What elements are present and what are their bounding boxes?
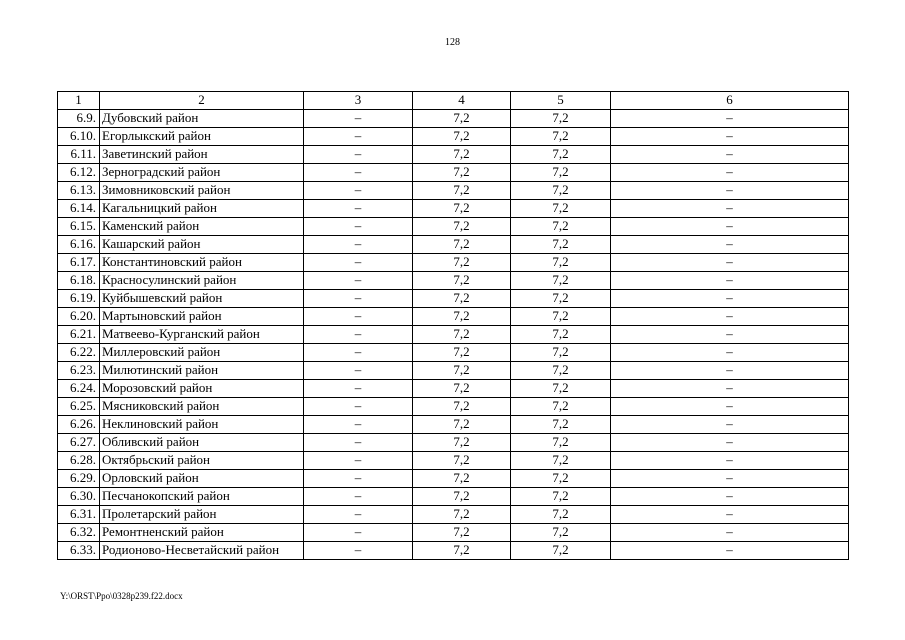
col5-cell: 7,2 bbox=[511, 146, 611, 164]
col3-cell: – bbox=[304, 488, 413, 506]
col3-cell: – bbox=[304, 182, 413, 200]
district-name-cell: Родионово-Несветайский район bbox=[100, 542, 304, 560]
row-number-cell: 6.26. bbox=[58, 416, 100, 434]
table-row bbox=[58, 326, 849, 344]
row-number-cell: 6.25. bbox=[58, 398, 100, 416]
col5-cell: 7,2 bbox=[511, 452, 611, 470]
col3-cell: – bbox=[304, 110, 413, 128]
col5-cell: 7,2 bbox=[511, 380, 611, 398]
col6-cell: – bbox=[611, 380, 849, 398]
col5-cell: 7,2 bbox=[511, 290, 611, 308]
row-number-cell: 6.19. bbox=[58, 290, 100, 308]
table-row bbox=[58, 272, 849, 290]
district-name-cell: Заветинский район bbox=[100, 146, 304, 164]
table-row bbox=[58, 308, 849, 326]
row-number-cell: 6.9. bbox=[58, 110, 100, 128]
row-number-cell: 6.32. bbox=[58, 524, 100, 542]
district-name-cell: Морозовский район bbox=[100, 380, 304, 398]
col5-cell: 7,2 bbox=[511, 542, 611, 560]
col6-cell: – bbox=[611, 416, 849, 434]
col5-cell: 7,2 bbox=[511, 488, 611, 506]
col4-cell: 7,2 bbox=[413, 308, 511, 326]
table-row bbox=[58, 488, 849, 506]
col4-cell: 7,2 bbox=[413, 506, 511, 524]
col5-cell: 7,2 bbox=[511, 200, 611, 218]
col3-cell: – bbox=[304, 434, 413, 452]
col6-cell: – bbox=[611, 254, 849, 272]
table-row bbox=[58, 290, 849, 308]
col4-cell: 7,2 bbox=[413, 128, 511, 146]
col3-cell: – bbox=[304, 524, 413, 542]
district-name-cell: Мясниковский район bbox=[100, 398, 304, 416]
col3-cell: – bbox=[304, 128, 413, 146]
row-number-cell: 6.15. bbox=[58, 218, 100, 236]
col6-cell: – bbox=[611, 506, 849, 524]
col3-cell: – bbox=[304, 416, 413, 434]
row-number-cell: 6.18. bbox=[58, 272, 100, 290]
col4-cell: 7,2 bbox=[413, 146, 511, 164]
district-name-cell: Егорлыкский район bbox=[100, 128, 304, 146]
table-row bbox=[58, 200, 849, 218]
col6-cell: – bbox=[611, 452, 849, 470]
col4-cell: 7,2 bbox=[413, 416, 511, 434]
district-name-cell: Красносулинский район bbox=[100, 272, 304, 290]
table-row bbox=[58, 128, 849, 146]
col5-cell: 7,2 bbox=[511, 110, 611, 128]
col4-cell: 7,2 bbox=[413, 164, 511, 182]
row-number-cell: 6.22. bbox=[58, 344, 100, 362]
col6-cell: – bbox=[611, 182, 849, 200]
district-name-cell: Дубовский район bbox=[100, 110, 304, 128]
table-row bbox=[58, 524, 849, 542]
col3-cell: – bbox=[304, 470, 413, 488]
col3-cell: – bbox=[304, 308, 413, 326]
district-name-cell: Мартыновский район bbox=[100, 308, 304, 326]
col6-cell: – bbox=[611, 326, 849, 344]
col6-cell: – bbox=[611, 524, 849, 542]
col4-cell: 7,2 bbox=[413, 380, 511, 398]
row-number-cell: 6.27. bbox=[58, 434, 100, 452]
row-number-cell: 6.21. bbox=[58, 326, 100, 344]
col6-cell: – bbox=[611, 542, 849, 560]
col5-cell: 7,2 bbox=[511, 218, 611, 236]
table-row bbox=[58, 146, 849, 164]
col4-cell: 7,2 bbox=[413, 236, 511, 254]
table-row bbox=[58, 254, 849, 272]
row-number-cell: 6.33. bbox=[58, 542, 100, 560]
col6-cell: – bbox=[611, 200, 849, 218]
col5-cell: 7,2 bbox=[511, 308, 611, 326]
row-number-cell: 6.11. bbox=[58, 146, 100, 164]
district-name-cell: Зимовниковский район bbox=[100, 182, 304, 200]
row-number-cell: 6.16. bbox=[58, 236, 100, 254]
col5-cell: 7,2 bbox=[511, 272, 611, 290]
col5-cell: 7,2 bbox=[511, 326, 611, 344]
col6-cell: – bbox=[611, 236, 849, 254]
col6-cell: – bbox=[611, 110, 849, 128]
header-row bbox=[58, 92, 849, 110]
table-row bbox=[58, 434, 849, 452]
col4-cell: 7,2 bbox=[413, 344, 511, 362]
col6-cell: – bbox=[611, 164, 849, 182]
col5-cell: 7,2 bbox=[511, 470, 611, 488]
district-name-cell: Константиновский район bbox=[100, 254, 304, 272]
col3-cell: – bbox=[304, 380, 413, 398]
col4-cell: 7,2 bbox=[413, 524, 511, 542]
row-number-cell: 6.31. bbox=[58, 506, 100, 524]
district-name-cell: Пролетарский район bbox=[100, 506, 304, 524]
col5-cell: 7,2 bbox=[511, 434, 611, 452]
col4-cell: 7,2 bbox=[413, 452, 511, 470]
col6-cell: – bbox=[611, 290, 849, 308]
district-name-cell: Милютинский район bbox=[100, 362, 304, 380]
col4-cell: 7,2 bbox=[413, 326, 511, 344]
table-row bbox=[58, 164, 849, 182]
table-row bbox=[58, 416, 849, 434]
col4-cell: 7,2 bbox=[413, 488, 511, 506]
header-cell: 5 bbox=[511, 92, 611, 110]
table-row bbox=[58, 470, 849, 488]
district-name-cell: Миллеровский район bbox=[100, 344, 304, 362]
col5-cell: 7,2 bbox=[511, 236, 611, 254]
row-number-cell: 6.17. bbox=[58, 254, 100, 272]
col3-cell: – bbox=[304, 200, 413, 218]
row-number-cell: 6.20. bbox=[58, 308, 100, 326]
col6-cell: – bbox=[611, 146, 849, 164]
col4-cell: 7,2 bbox=[413, 272, 511, 290]
col6-cell: – bbox=[611, 218, 849, 236]
col5-cell: 7,2 bbox=[511, 254, 611, 272]
col4-cell: 7,2 bbox=[413, 542, 511, 560]
col5-cell: 7,2 bbox=[511, 506, 611, 524]
header-cell: 2 bbox=[100, 92, 304, 110]
table-row bbox=[58, 542, 849, 560]
col3-cell: – bbox=[304, 362, 413, 380]
table-row bbox=[58, 380, 849, 398]
col3-cell: – bbox=[304, 506, 413, 524]
district-name-cell: Ремонтненский район bbox=[100, 524, 304, 542]
table-row bbox=[58, 398, 849, 416]
col5-cell: 7,2 bbox=[511, 362, 611, 380]
row-number-cell: 6.29. bbox=[58, 470, 100, 488]
district-name-cell: Матвеево-Курганский район bbox=[100, 326, 304, 344]
table-row bbox=[58, 218, 849, 236]
district-name-cell: Зерноградский район bbox=[100, 164, 304, 182]
district-name-cell: Кагальницкий район bbox=[100, 200, 304, 218]
col3-cell: – bbox=[304, 452, 413, 470]
row-number-cell: 6.12. bbox=[58, 164, 100, 182]
district-name-cell: Куйбышевский район bbox=[100, 290, 304, 308]
col4-cell: 7,2 bbox=[413, 434, 511, 452]
col5-cell: 7,2 bbox=[511, 164, 611, 182]
col3-cell: – bbox=[304, 272, 413, 290]
col6-cell: – bbox=[611, 308, 849, 326]
col4-cell: 7,2 bbox=[413, 200, 511, 218]
col3-cell: – bbox=[304, 164, 413, 182]
col3-cell: – bbox=[304, 254, 413, 272]
header-cell: 1 bbox=[58, 92, 100, 110]
col4-cell: 7,2 bbox=[413, 218, 511, 236]
col5-cell: 7,2 bbox=[511, 128, 611, 146]
col6-cell: – bbox=[611, 398, 849, 416]
row-number-cell: 6.28. bbox=[58, 452, 100, 470]
col4-cell: 7,2 bbox=[413, 254, 511, 272]
col3-cell: – bbox=[304, 326, 413, 344]
col6-cell: – bbox=[611, 470, 849, 488]
district-name-cell: Каменский район bbox=[100, 218, 304, 236]
col3-cell: – bbox=[304, 398, 413, 416]
col5-cell: 7,2 bbox=[511, 398, 611, 416]
col4-cell: 7,2 bbox=[413, 362, 511, 380]
table-row bbox=[58, 344, 849, 362]
col4-cell: 7,2 bbox=[413, 290, 511, 308]
col6-cell: – bbox=[611, 488, 849, 506]
district-name-cell: Орловский район bbox=[100, 470, 304, 488]
col4-cell: 7,2 bbox=[413, 110, 511, 128]
col4-cell: 7,2 bbox=[413, 182, 511, 200]
district-name-cell: Песчанокопский район bbox=[100, 488, 304, 506]
data-table bbox=[57, 91, 849, 560]
col3-cell: – bbox=[304, 236, 413, 254]
header-cell: 6 bbox=[611, 92, 849, 110]
row-number-cell: 6.14. bbox=[58, 200, 100, 218]
header-cell: 4 bbox=[413, 92, 511, 110]
file-path-footer: Y:\ORST\Ppo\0328p239.f22.docx bbox=[60, 591, 183, 601]
page-number: 128 bbox=[445, 37, 460, 48]
col5-cell: 7,2 bbox=[511, 182, 611, 200]
table-row bbox=[58, 236, 849, 254]
col5-cell: 7,2 bbox=[511, 416, 611, 434]
district-name-cell: Кашарский район bbox=[100, 236, 304, 254]
col5-cell: 7,2 bbox=[511, 344, 611, 362]
district-name-cell: Октябрьский район bbox=[100, 452, 304, 470]
district-name-cell: Неклиновский район bbox=[100, 416, 304, 434]
district-name-cell: Обливский район bbox=[100, 434, 304, 452]
col6-cell: – bbox=[611, 272, 849, 290]
row-number-cell: 6.24. bbox=[58, 380, 100, 398]
col4-cell: 7,2 bbox=[413, 470, 511, 488]
col3-cell: – bbox=[304, 218, 413, 236]
col4-cell: 7,2 bbox=[413, 398, 511, 416]
table-row bbox=[58, 110, 849, 128]
col5-cell: 7,2 bbox=[511, 524, 611, 542]
col6-cell: – bbox=[611, 434, 849, 452]
table-row bbox=[58, 506, 849, 524]
col3-cell: – bbox=[304, 290, 413, 308]
table-row bbox=[58, 452, 849, 470]
row-number-cell: 6.23. bbox=[58, 362, 100, 380]
row-number-cell: 6.13. bbox=[58, 182, 100, 200]
col3-cell: – bbox=[304, 542, 413, 560]
col6-cell: – bbox=[611, 128, 849, 146]
row-number-cell: 6.30. bbox=[58, 488, 100, 506]
table-row bbox=[58, 182, 849, 200]
col6-cell: – bbox=[611, 344, 849, 362]
row-number-cell: 6.10. bbox=[58, 128, 100, 146]
col3-cell: – bbox=[304, 146, 413, 164]
col6-cell: – bbox=[611, 362, 849, 380]
header-cell: 3 bbox=[304, 92, 413, 110]
table-row bbox=[58, 362, 849, 380]
col3-cell: – bbox=[304, 344, 413, 362]
